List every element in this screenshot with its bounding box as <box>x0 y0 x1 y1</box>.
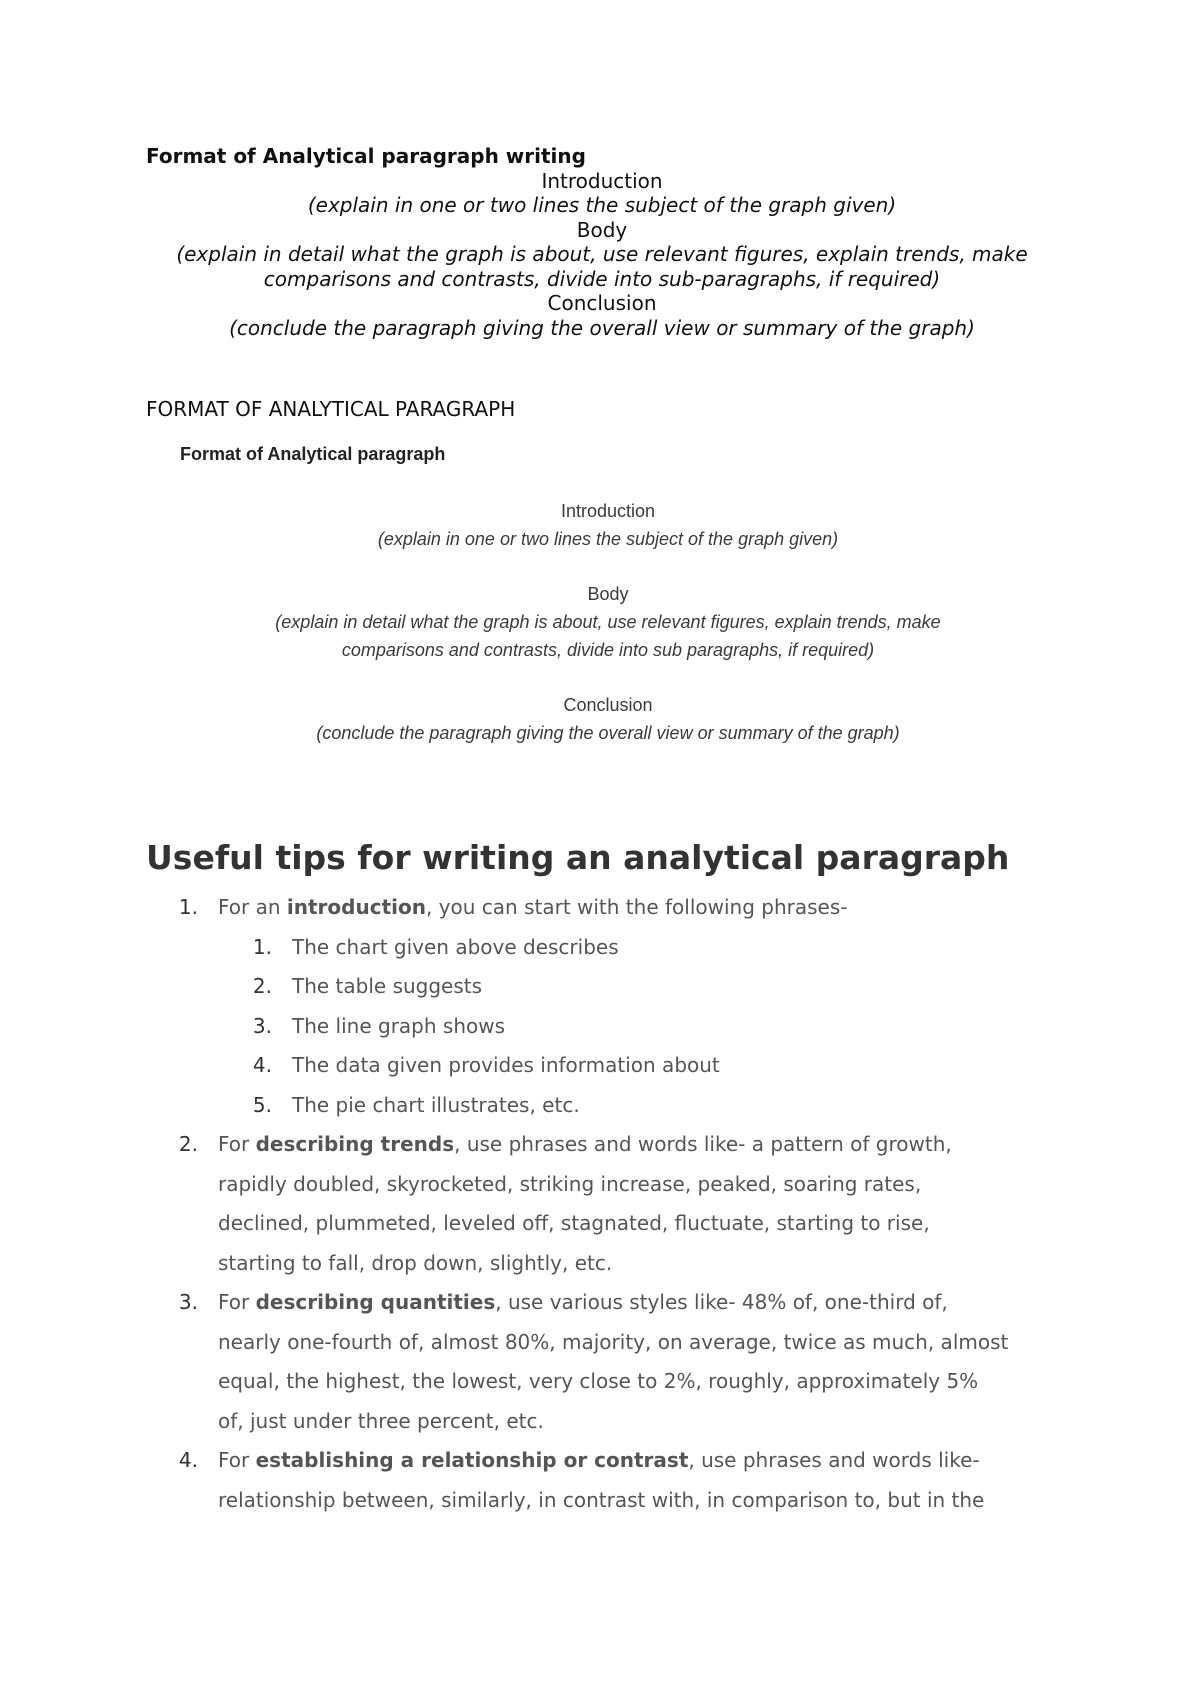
tips-list <box>146 888 1066 1520</box>
list-number: 1. <box>252 934 272 959</box>
body-label: Body <box>576 217 628 242</box>
list-text: , use phrases and words like- <box>688 1448 980 1472</box>
list-text: For <box>218 1290 256 1314</box>
list-text: , use various styles like- 48% of, one-third of, <box>495 1290 948 1314</box>
format-caps-heading: FORMAT OF ANALYTICAL PARAGRAPH <box>146 397 516 421</box>
body-text-line: (explain in detail what the graph is about, use relevant figures, explain trends, make <box>176 242 1028 266</box>
list-bold-text: establishing a relationship or contrast <box>255 1448 689 1472</box>
list-line: starting to fall, drop down, slightly, etc. <box>218 1250 613 1275</box>
list-number: 5. <box>252 1092 272 1117</box>
list-text: , you can start with the following phrases- <box>425 895 848 919</box>
sub-list-item <box>146 1086 1066 1126</box>
sub-list-item <box>146 967 1066 1007</box>
body-text-line: comparisons and contrasts, divide into sub-paragraphs, if required) <box>263 266 941 291</box>
figure-introduction-label: Introduction <box>560 501 656 521</box>
list-text: The pie chart illustrates, etc. <box>292 1092 580 1117</box>
list-number: 2. <box>178 1132 198 1156</box>
figure-body-text-line: comparisons and contrasts, divide into sub paragraphs, if required) <box>341 640 875 660</box>
format-heading: Format of Analytical paragraph writing <box>146 144 586 168</box>
list-text: For <box>218 1448 256 1472</box>
figure-body-text-line: (explain in detail what the graph is about, use relevant figures, explain trends, make <box>275 612 941 632</box>
list-number: 3. <box>252 1013 272 1038</box>
list-item <box>146 888 1066 928</box>
list-bold-text: introduction <box>286 895 426 919</box>
list-bold-text: describing quantities <box>255 1290 496 1314</box>
list-number: 2. <box>252 974 272 998</box>
list-line <box>218 1283 1066 1323</box>
sub-list-item <box>146 1007 1066 1047</box>
sub-list-item <box>146 1046 1066 1086</box>
list-text: The data given provides information about <box>292 1053 720 1077</box>
list-line: relationship between, similarly, in contrast with, in comparison to, but in the <box>218 1487 985 1512</box>
introduction-label: Introduction <box>541 168 663 193</box>
list-line: of, just under three percent, etc. <box>218 1408 544 1433</box>
list-line: rapidly doubled, skyrocketed, striking increase, peaked, soaring rates, <box>218 1171 922 1196</box>
list-line: declined, plummeted, leveled off, stagnated, fluctuate, starting to rise, <box>218 1211 930 1235</box>
sub-list-item <box>146 928 1066 968</box>
figure-body-label: Body <box>587 584 629 604</box>
list-number: 3. <box>178 1290 198 1314</box>
conclusion-label: Conclusion <box>547 291 657 315</box>
format-text-block <box>146 144 1058 340</box>
introduction-text: (explain in one or two lines the subject of the graph given) <box>307 193 897 217</box>
figure-title: Format of Analytical paragraph <box>180 444 446 464</box>
list-line: equal, the highest, the lowest, very close to 2%, roughly, approximately 5% <box>218 1369 979 1393</box>
list-text: The line graph shows <box>292 1013 506 1038</box>
figure-introduction-text: (explain in one or two lines the subject of the graph given) <box>377 529 839 549</box>
list-number: 4. <box>252 1053 272 1077</box>
list-line <box>218 1441 1066 1481</box>
list-text: , use phrases and words like- a pattern of growth, <box>454 1132 952 1156</box>
list-item <box>146 1125 1066 1283</box>
format-figure-image <box>168 436 1048 756</box>
conclusion-text: (conclude the paragraph giving the overall view or summary of the graph) <box>229 315 975 340</box>
figure-conclusion-text: (conclude the paragraph giving the overall view or summary of the graph) <box>316 723 900 743</box>
list-text: The table suggests <box>292 974 483 998</box>
list-line <box>218 1125 1066 1165</box>
list-text: The chart given above describes <box>292 934 619 959</box>
tips-heading: Useful tips for writing an analytical paragraph <box>146 838 1010 877</box>
list-item <box>146 1283 1066 1441</box>
list-bold-text: describing trends <box>255 1132 455 1156</box>
list-item <box>146 1441 1066 1520</box>
list-number: 1. <box>178 895 198 919</box>
figure-conclusion-label: Conclusion <box>563 695 653 715</box>
list-text: For an <box>218 895 287 919</box>
list-number: 4. <box>178 1448 198 1472</box>
list-line: nearly one-fourth of, almost 80%, majority, on average, twice as much, almost <box>218 1329 1009 1354</box>
list-text: For <box>218 1132 256 1156</box>
